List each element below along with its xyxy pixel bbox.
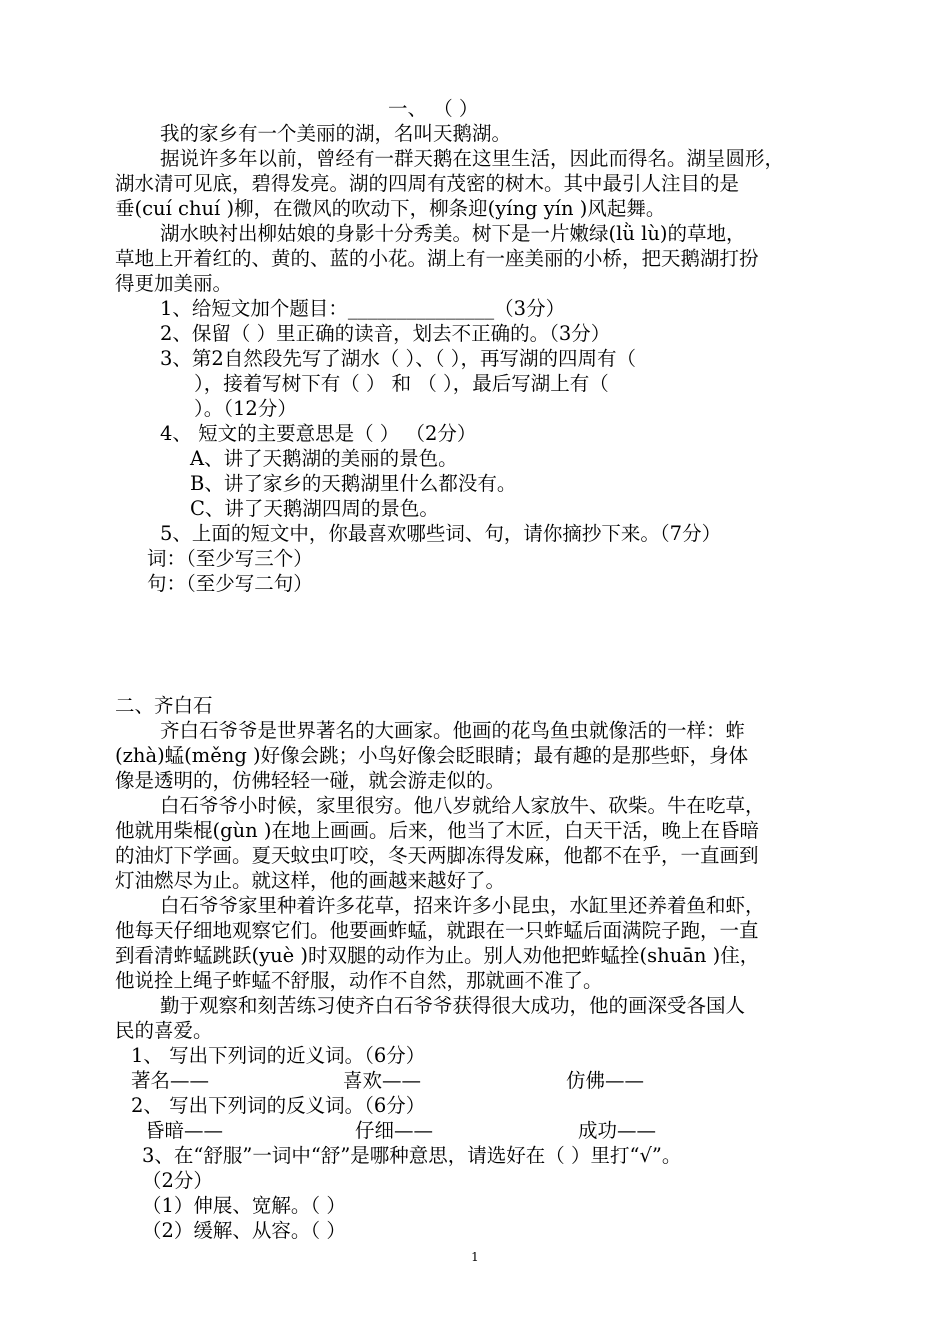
- s2-q1-word-1: 著名——: [131, 1069, 210, 1092]
- s2-question-2: 2、 写出下列词的反义词。（6分）: [131, 1094, 426, 1117]
- s2-question-1: 1、 写出下列词的近义词。（6分）: [131, 1044, 426, 1067]
- s1-sentences-prompt: 句：（至少写二句）: [147, 572, 313, 595]
- s1-question-4-option-b: B、讲了家乡的天鹅湖里什么都没有。: [190, 472, 517, 495]
- s2-p2-line3: 的油灯下学画。夏天蚊虫叮咬，冬天两脚冻得发麻，他都不在乎，一直画到: [115, 844, 759, 867]
- s2-q2-word-3: 成功——: [578, 1119, 657, 1142]
- s1-question-4-option-c: C、讲了天鹅湖四周的景色。: [190, 497, 439, 520]
- section2-title: 二、齐白石: [115, 694, 213, 717]
- s1-p3-line1: 湖水映衬出柳姑娘的身影十分秀美。树下是一片嫩绿(lǜ lù)的草地，: [160, 222, 746, 245]
- s2-q1-word-3: 仿佛——: [566, 1069, 645, 1092]
- s2-p3-line3: 到看清蚱蜢跳跃(yuè )时双腿的动作为止。别人劝他把蚱蜢拴(shuān )住，: [115, 944, 760, 967]
- s1-p3-line2: 草地上开着红的、黄的、蓝的小花。湖上有一座美丽的小桥，把天鹅湖打扮: [115, 247, 759, 270]
- s1-p2-line3: 垂(cuí chuí )柳，在微风的吹动下，柳条迎(yíng yín )风起舞。: [115, 197, 666, 220]
- s2-p3-line1: 白石爷爷家里种着许多花草，招来许多小昆虫，水缸里还养着鱼和虾，: [160, 894, 765, 917]
- section1-title: 一、 （ ）: [388, 97, 479, 120]
- s2-q3-option-2: （2）缓解、从容。（ ）: [142, 1219, 346, 1242]
- s2-q2-word-2: 仔细——: [355, 1119, 434, 1142]
- s1-p2-line2: 湖水清可见底，碧得发亮。湖的四周有茂密的树木。其中最引人注目的是: [115, 172, 740, 195]
- s1-question-1: 1、给短文加个题目：_______________（3分）: [160, 297, 566, 320]
- s2-p4-line2: 民的喜爱。: [115, 1019, 213, 1042]
- page-number: 1: [471, 1250, 479, 1264]
- s1-question-2: 2、保留（ ）里正确的读音，划去不正确的。（3分）: [160, 322, 611, 345]
- s2-question-3-line1: 3、在“舒服”一词中“舒”是哪种意思，请选好在（ ）里打“√”。: [142, 1144, 682, 1167]
- s1-words-prompt: 词：（至少写三个）: [147, 547, 313, 570]
- s2-p3-line4: 他说拴上绳子蚱蜢不舒服，动作不自然，那就画不准了。: [115, 969, 603, 992]
- s1-question-5: 5、上面的短文中，你最喜欢哪些词、句，请你摘抄下来。（7分）: [160, 522, 722, 545]
- s1-question-3-line1: 3、第2自然段先写了湖水（ ）、（ ），再写湖的四周有（: [160, 347, 636, 370]
- s2-p4-line1: 勤于观察和刻苦练习使齐白石爷爷获得很大成功，他的画深受各国人: [160, 994, 746, 1017]
- s2-p1-line2: (zhà)蜢(měng )好像会跳；小鸟好像会眨眼睛；最有趣的是那些虾，身体: [115, 744, 749, 767]
- s2-question-3-line2: （2分）: [142, 1169, 213, 1192]
- s2-q2-word-1: 昏暗——: [145, 1119, 224, 1142]
- s1-question-3-line3: ）。（12分）: [194, 397, 297, 420]
- s2-p2-line2: 他就用柴棍(gùn )在地上画画。后来，他当了木匠，白天干活，晚上在昏暗: [115, 819, 760, 842]
- s1-p2-line1: 据说许多年以前，曾经有一群天鹅在这里生活，因此而得名。湖呈圆形，: [160, 147, 785, 170]
- s1-question-4: 4、 短文的主要意思是（ ） （2分）: [160, 422, 477, 445]
- s2-q3-option-1: （1）伸展、宽解。（ ）: [142, 1194, 346, 1217]
- s1-question-3-line2: ），接着写树下有（ ） 和 （ ），最后写湖上有（: [194, 372, 609, 395]
- s2-p2-line1: 白石爷爷小时候，家里很穷。他八岁就给人家放牛、砍柴。牛在吃草，: [160, 794, 765, 817]
- s2-q1-word-2: 喜欢——: [343, 1069, 422, 1092]
- s1-question-4-option-a: A、讲了天鹅湖的美丽的景色。: [190, 447, 458, 470]
- s1-p1-line1: 我的家乡有一个美丽的湖，名叫天鹅湖。: [160, 122, 512, 145]
- s2-p1-line1: 齐白石爷爷是世界著名的大画家。他画的花鸟鱼虫就像活的一样：蚱: [160, 719, 746, 742]
- s2-p3-line2: 他每天仔细地观察它们。他要画蚱蜢，就跟在一只蚱蜢后面满院子跑，一直: [115, 919, 759, 942]
- s2-p2-line4: 灯油燃尽为止。就这样，他的画越来越好了。: [115, 869, 506, 892]
- s1-p3-line3: 得更加美丽。: [115, 272, 233, 295]
- s2-p1-line3: 像是透明的，仿佛轻轻一碰，就会游走似的。: [115, 769, 506, 792]
